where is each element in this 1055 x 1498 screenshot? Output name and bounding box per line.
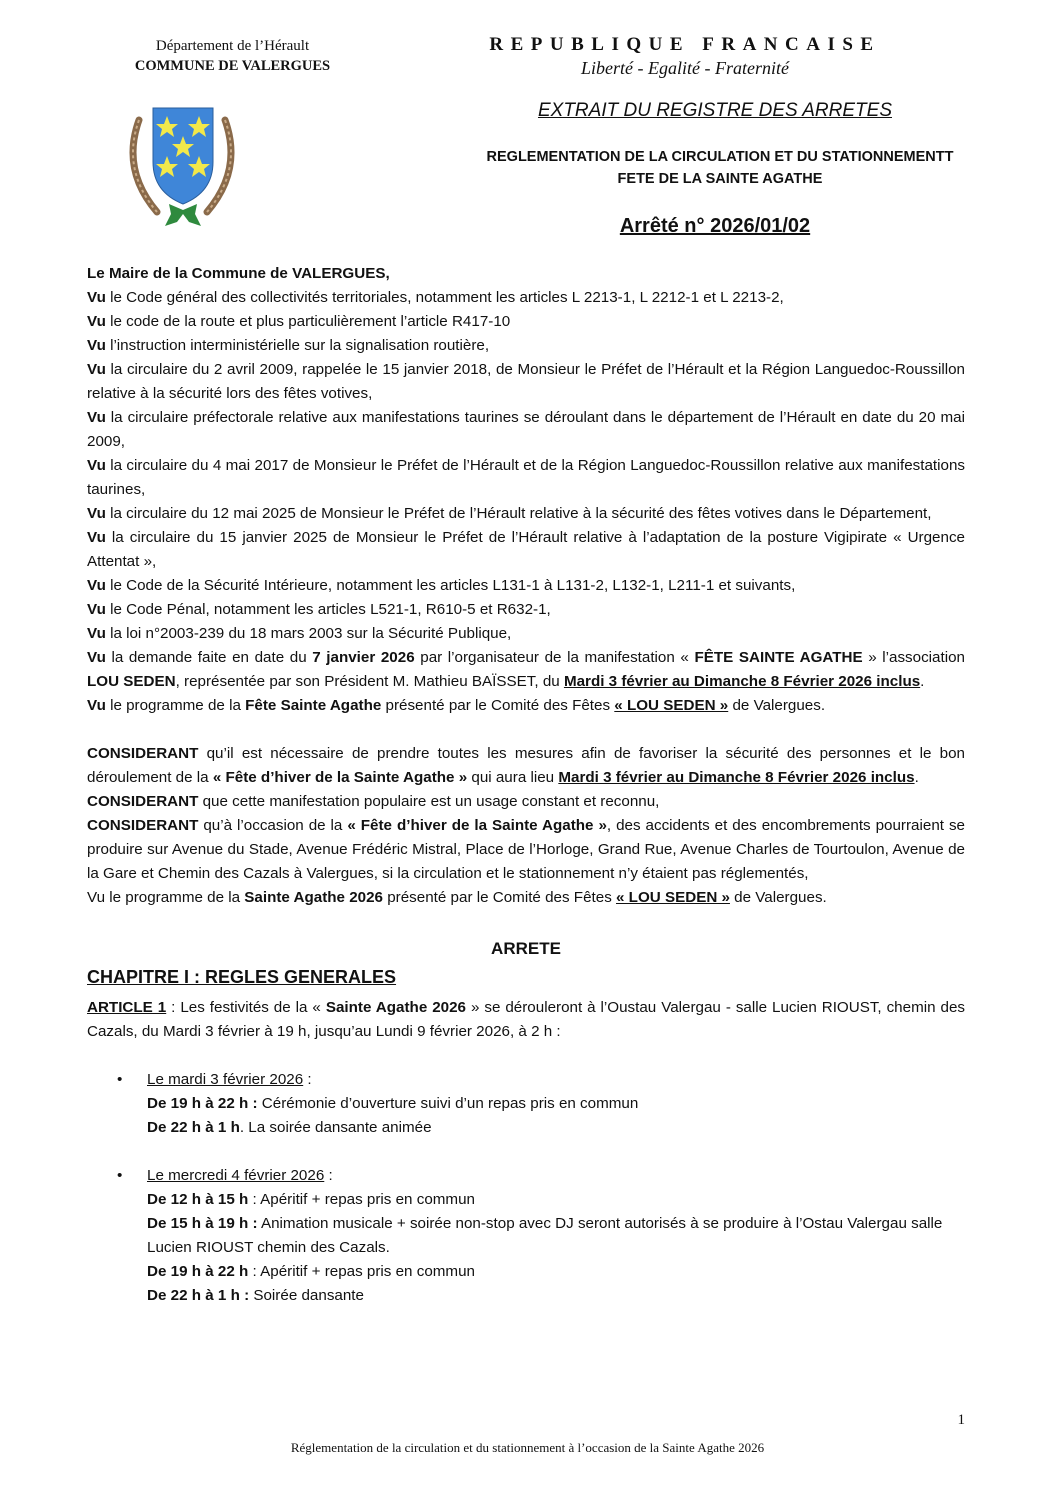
program-slot (147, 1092, 965, 1116)
vu-word: Vu (87, 505, 106, 522)
vu-item: Vu le code de la route et plus particulièrement l’article R417-10 (87, 313, 511, 330)
department-label: Département de l’Hérault (155, 38, 310, 54)
vu-word: Vu (87, 409, 106, 426)
slot-time: De 22 h à 1 h (147, 1119, 240, 1136)
article-label: ARTICLE 1 (87, 999, 167, 1016)
republic-title: REPUBLIQUE FRANCAISE (489, 34, 881, 55)
comite-name: « LOU SEDEN » (614, 697, 729, 714)
shield (153, 108, 213, 204)
program-day (147, 1164, 965, 1308)
program-slot (147, 1260, 965, 1284)
program-day (147, 1068, 965, 1140)
considerant-2: CONSIDERANT que cette manifestation populaire est un usage constant et reconnu, (87, 793, 660, 810)
vu-programme: Vu le programme de la Fête Sainte Agathe présenté par le Comité des Fêtes « LOU SEDEN » de Valergues. (87, 697, 826, 714)
demande-date: 7 janvier 2026 (312, 649, 415, 666)
day-label: • Le mercredi 4 février 2026 : (147, 1167, 333, 1184)
slot-text: Cérémonie d’ouverture suivi d’un repas pris en commun (257, 1095, 639, 1112)
vu-word: Vu (87, 697, 106, 714)
association-name: LOU SEDEN (87, 673, 176, 690)
arrete-heading: ARRETE (491, 939, 561, 958)
vu-item: Vu la circulaire du 12 mai 2025 de Monsieur le Préfet de l’Hérault relative à la sécurité des fêtes votives dans le Département, (87, 505, 932, 522)
vu-programme-final: Vu le programme de la Sainte Agathe 2026 présenté par le Comité des Fêtes « LOU SEDEN » de Valergues. (87, 889, 827, 906)
commune-label: COMMUNE DE VALERGUES (134, 58, 331, 74)
coat-of-arms-icon (117, 100, 247, 230)
vu-item: Vu le Code de la Sécurité Intérieure, notamment les articles L131-1 à L131-2, L132-1, L211-1 et suivants, (87, 577, 796, 594)
subject-line-1: REGLEMENTATION DE LA CIRCULATION ET DU STATIONNEMENTT (486, 149, 954, 165)
vu-item: Vu l’instruction interministérielle sur la signalisation routière, (87, 337, 490, 354)
vu-word: Vu (87, 457, 106, 474)
vu-word: Vu (87, 313, 106, 330)
arrete-number: Arrêté n° 2026/01/02 (619, 215, 811, 237)
slot-time: De 12 h à 15 h (147, 1191, 249, 1208)
vu-item: Vu la circulaire du 4 mai 2017 de Monsieur le Préfet de l’Hérault et de la Région Languedoc-Roussillon relative aux manifestations taurines, (87, 457, 965, 498)
page-number: 1 (957, 1412, 965, 1428)
mayor-line: Le Maire de la Commune de VALERGUES, (87, 265, 390, 282)
slot-time: De 22 h à 1 h : (147, 1287, 250, 1304)
program-days (87, 1068, 965, 1308)
vu-word: Vu (87, 361, 106, 378)
vu-item: Vu le Code général des collectivités territoriales, notamment les articles L 2213-1, L 2212-1 et L 2213-2, (87, 289, 784, 306)
vu-word: Vu (87, 529, 106, 546)
issuer-block (100, 36, 365, 76)
vu-item: Vu la circulaire du 15 janvier 2025 de Monsieur le Préfet de l’Hérault relative à l’adaptation de la posture Vigipirate « Urgence Attentat », (87, 529, 965, 570)
vu-word: Vu (87, 289, 106, 306)
page-footer: Réglementation de la circulation et du stationnement à l’occasion de la Sainte Agathe 2026 (290, 1440, 765, 1455)
considerant-1: CONSIDERANT qu’il est nécessaire de prendre toutes les mesures afin de favoriser la sécurité des personnes et le bon déroulement de la « Fête d’hiver de la Sainte Agathe » qui aura lieu Mardi 3 février au Dimanche 8 Février 2026 inclus. (87, 745, 965, 786)
republic-motto: Liberté - Egalité - Fraternité (581, 58, 789, 78)
vu-word: Vu (87, 601, 106, 618)
slot-text: : Apéritif + repas pris en commun (248, 1191, 475, 1208)
program-slot (147, 1212, 965, 1260)
vu-list (87, 286, 965, 646)
slot-text: Soirée dansante (249, 1287, 364, 1304)
article-1: ARTICLE 1 : Les festivités de la « Sainte Agathe 2026 » se dérouleront à l’Oustau Valergau - salle Lucien RIOUST, chemin des Cazals, du Mardi 3 février à 19 h, jusqu’au Lundi 9 février 2026, à 2 h : (87, 999, 965, 1040)
vu-word: Vu (87, 337, 106, 354)
extract-title: EXTRAIT DU REGISTRE DES ARRETES (537, 100, 892, 121)
event-period: Mardi 3 février au Dimanche 8 Février 2026 inclus (563, 673, 921, 690)
vu-item: Vu le Code Pénal, notamment les articles L521-1, R610-5 et R632-1, (87, 601, 551, 618)
ribbon (165, 204, 201, 226)
slot-time: De 19 h à 22 h : (147, 1095, 258, 1112)
slot-time: De 19 h à 22 h (147, 1263, 249, 1280)
slot-time: De 15 h à 19 h : (147, 1215, 258, 1232)
program-slot (147, 1188, 965, 1212)
program-slot (147, 1116, 965, 1140)
vu-word: Vu (87, 649, 106, 666)
subject-line-2: FETE DE LA SAINTE AGATHE (617, 171, 823, 187)
vu-item: Vu la circulaire du 2 avril 2009, rappelée le 15 janvier 2018, de Monsieur le Préfet de l’Hérault et la Région Languedoc-Roussillon relative à la sécurité lors des fêtes votives, (87, 361, 965, 402)
slot-text: . La soirée dansante animée (239, 1119, 432, 1136)
subject (430, 146, 1010, 190)
event-name: FÊTE SAINTE AGATHE (694, 649, 863, 666)
slot-text: Animation musicale + soirée non-stop avec DJ seront autorisés à se produire à l’Ostau Valergau salle Lucien RIOUST chemin des Cazals. (147, 1215, 943, 1256)
program-slot (147, 1284, 965, 1308)
document-body (87, 262, 965, 1308)
day-label: • Le mardi 3 février 2026 : (147, 1071, 312, 1088)
vu-word: Vu (87, 577, 106, 594)
vu-item: Vu la loi n°2003-239 du 18 mars 2003 sur la Sécurité Publique, (87, 625, 512, 642)
vu-word: Vu (87, 625, 106, 642)
vu-demande: Vu la demande faite en date du 7 janvier 2026 par l’organisateur de la manifestation « FÊTE SAINTE AGATHE » l’association LOU SEDEN, représentée par son Président M. Mathieu BAÏSSET, du Mardi 3 février au Dimanche 8 Février 2026 inclus. (87, 649, 965, 690)
considerant-3: CONSIDERANT qu’à l’occasion de la « Fête d’hiver de la Sainte Agathe », des accidents et des encombrements pourraient se produire sur Avenue du Stade, Avenue Frédéric Mistral, Place de l’Horloge, Grand Rue, Avenue Charles de Tourtoulon, Avenue de la Gare et Chemin des Cazals à Valergues, si la circulation et le stationnement n’y étaient pas réglementés, (87, 817, 965, 882)
slot-text: : Apéritif + repas pris en commun (248, 1263, 475, 1280)
vu-item: Vu la circulaire préfectorale relative aux manifestations taurines se déroulant dans le département de l’Hérault en date du 20 mai 2009, (87, 409, 965, 450)
chapter-heading: CHAPITRE I : REGLES GENERALES (87, 967, 397, 987)
